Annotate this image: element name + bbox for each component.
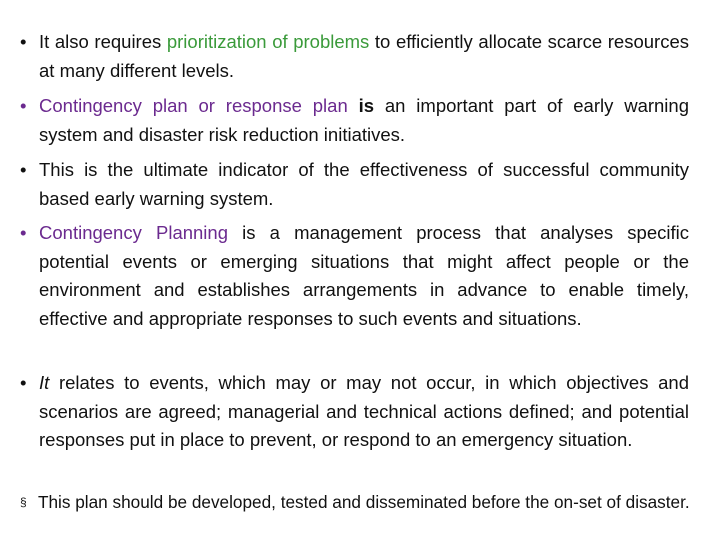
highlight-text: prioritization of problems: [166, 31, 370, 52]
bullet-item-3: [20, 156, 689, 213]
bullet-text: to efficiently allocate scarce resources at many different levels.: [39, 31, 690, 81]
bullet-text: This plan should be developed, tested and disseminated before the on-set of disaster.: [38, 492, 690, 512]
bullet-text: This is the ultimate indicator of the effectiveness of successful community based early warning system.: [39, 159, 689, 209]
bold-text: is: [358, 95, 375, 116]
bullet-item-4: [20, 219, 689, 334]
bullet-marker: •: [20, 159, 27, 180]
italic-text: It: [39, 372, 50, 393]
highlight-text: Contingency Planning: [39, 222, 228, 243]
highlight-text: Contingency plan or response plan: [39, 95, 348, 116]
bullet-item-6: [20, 489, 694, 516]
bullet-text: relates to events, which may or may not occur, in which objectives and scenarios are agreed; managerial and technical actions defined; and potential responses put in place to prevent, or respond to an emergency situation.: [39, 372, 689, 451]
bullet-marker: •: [20, 95, 27, 116]
bullet-marker: •: [20, 372, 27, 393]
bullet-text: an important part of early warning system and disaster risk reduction initiatives.: [39, 95, 689, 145]
section-marker: §: [20, 495, 27, 509]
bullet-item-1: [20, 28, 690, 85]
bullet-item-2: [20, 92, 689, 149]
bullet-item-5: [20, 369, 689, 455]
bullet-marker: •: [20, 222, 27, 243]
bullet-text: It also requires: [39, 31, 167, 52]
bullet-marker: •: [20, 31, 27, 52]
bullet-text: is a management process that analyses specific potential events or emerging situations that might affect people or the environment and establishes arrangements in advance to enable timely, effective and appropriate responses to such events and situations.: [39, 222, 689, 330]
